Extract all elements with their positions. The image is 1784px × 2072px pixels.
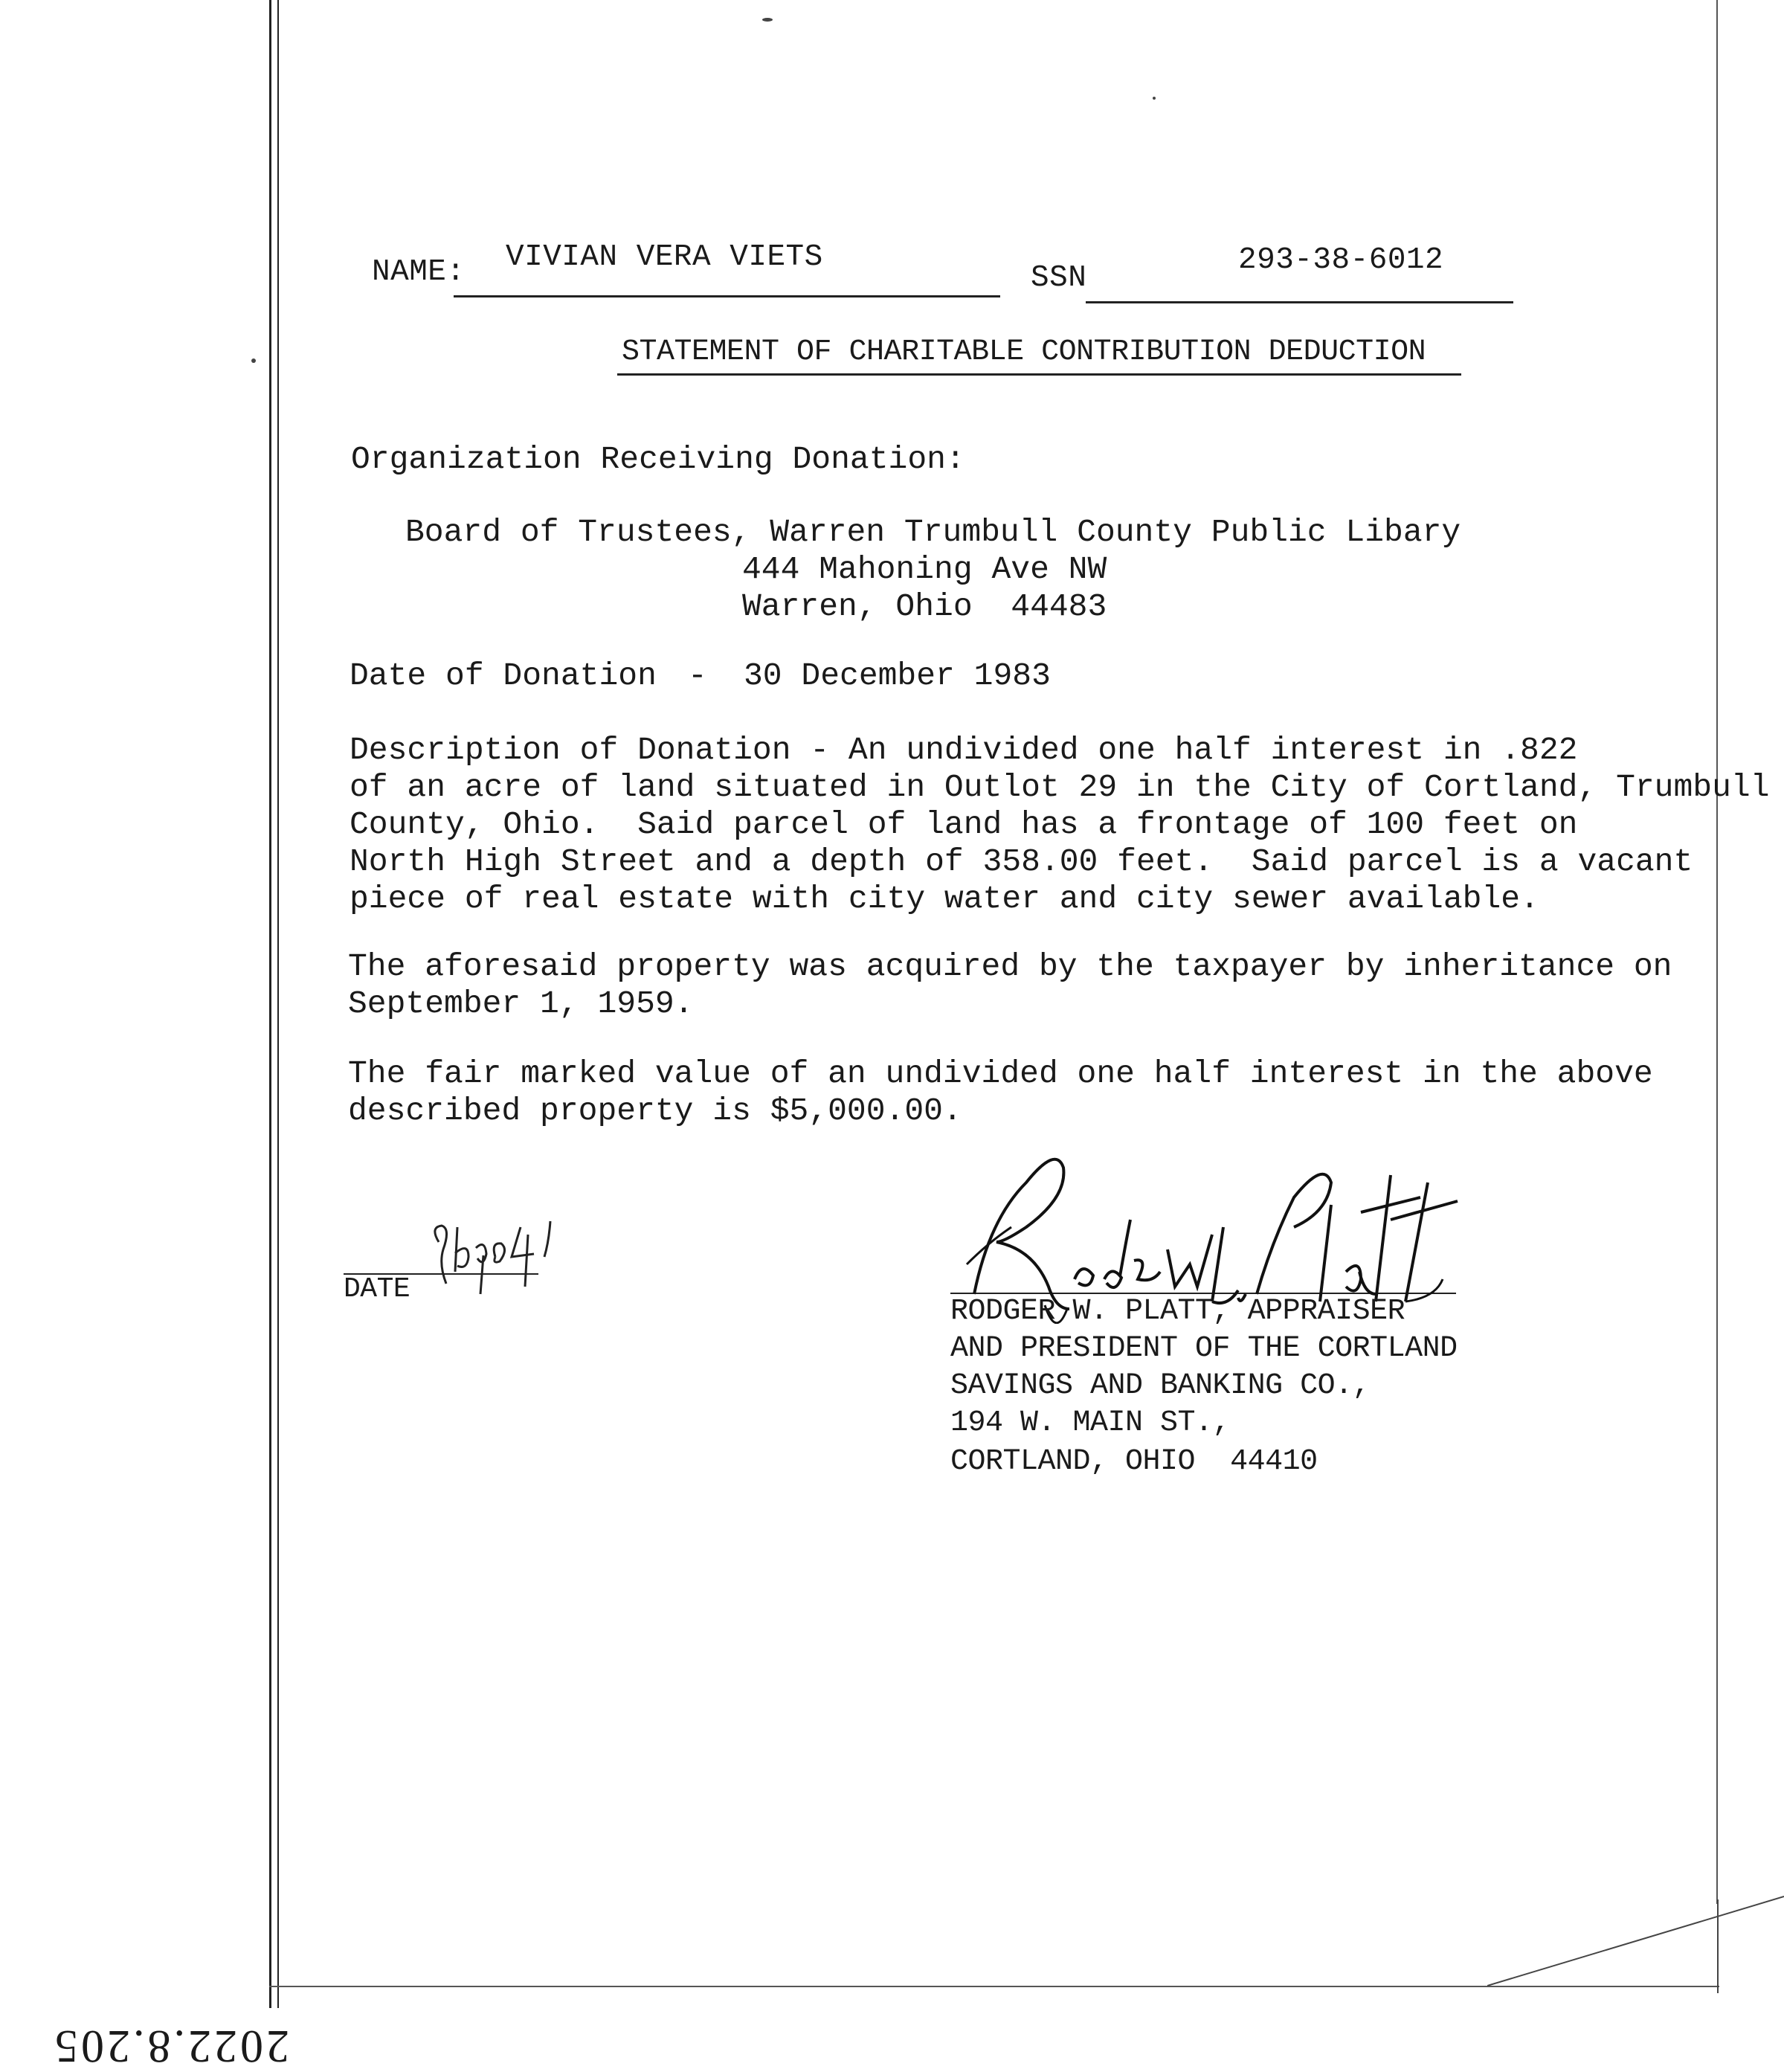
appraiser-line-3: SAVINGS AND BANKING CO., bbox=[950, 1369, 1371, 1403]
appraiser-line-2: AND PRESIDENT OF THE CORTLAND bbox=[950, 1332, 1458, 1365]
description-line-5: piece of real estate with city water and city sewer available. bbox=[350, 881, 1539, 917]
organization-line-2: 444 Mahoning Ave NW bbox=[742, 551, 1107, 588]
ssn-label: SSN bbox=[1031, 261, 1087, 295]
ssn-underline bbox=[1086, 301, 1513, 303]
date-label: DATE bbox=[344, 1273, 410, 1305]
right-border bbox=[1716, 0, 1718, 1904]
description-line-2: of an acre of land situated in Outlot 29 in the City of Cortland, Trumbull bbox=[350, 769, 1770, 805]
scan-speck bbox=[1153, 97, 1156, 100]
acquisition-line-2: September 1, 1959. bbox=[348, 985, 694, 1022]
appraiser-line-1: RODGER W. PLATT, APPRAISER bbox=[950, 1295, 1405, 1328]
left-border-outer bbox=[269, 0, 271, 2008]
document-title: STATEMENT OF CHARITABLE CONTRIBUTION DEDUCTION bbox=[622, 335, 1426, 369]
appraiser-line-4: 194 W. MAIN ST., bbox=[950, 1406, 1231, 1440]
description-line-4: North High Street and a depth of 358.00 feet. Said parcel is a vacant bbox=[350, 843, 1693, 880]
handwritten-date bbox=[416, 1212, 565, 1302]
organization-line-1: Board of Trustees, Warren Trumbull County Public Libary bbox=[405, 514, 1461, 550]
organization-label: Organization Receiving Donation: bbox=[351, 441, 965, 477]
valuation-line-1: The fair marked value of an undivided one half interest in the above bbox=[348, 1055, 1653, 1092]
name-underline bbox=[454, 295, 1000, 297]
ssn-value: 293-38-6012 bbox=[1238, 243, 1444, 277]
donation-date-label: Date of Donation bbox=[350, 657, 657, 694]
left-border-inner bbox=[277, 0, 279, 2008]
page-corner-lines bbox=[1487, 1889, 1784, 1993]
name-value: VIVIAN VERA VIETS bbox=[506, 240, 823, 274]
scan-speck bbox=[251, 358, 256, 363]
name-label: NAME: bbox=[372, 255, 466, 289]
description-line-3: County, Ohio. Said parcel of land has a frontage of 100 feet on bbox=[350, 806, 1578, 843]
acquisition-line-1: The aforesaid property was acquired by the taxpayer by inheritance on bbox=[348, 948, 1672, 985]
organization-line-3: Warren, Ohio 44483 bbox=[742, 588, 1107, 625]
valuation-line-2: described property is $5,000.00. bbox=[348, 1093, 962, 1129]
scan-speck bbox=[762, 18, 773, 22]
donation-date-value: 30 December 1983 bbox=[744, 657, 1051, 694]
description-line-1: Description of Donation - An undivided one half interest in .822 bbox=[350, 732, 1578, 768]
donation-date-separator: - bbox=[688, 657, 707, 694]
appraiser-line-5: CORTLAND, OHIO 44410 bbox=[950, 1445, 1318, 1479]
title-underline bbox=[617, 373, 1461, 376]
catalog-number: 2022.8.205 bbox=[52, 2021, 289, 2071]
